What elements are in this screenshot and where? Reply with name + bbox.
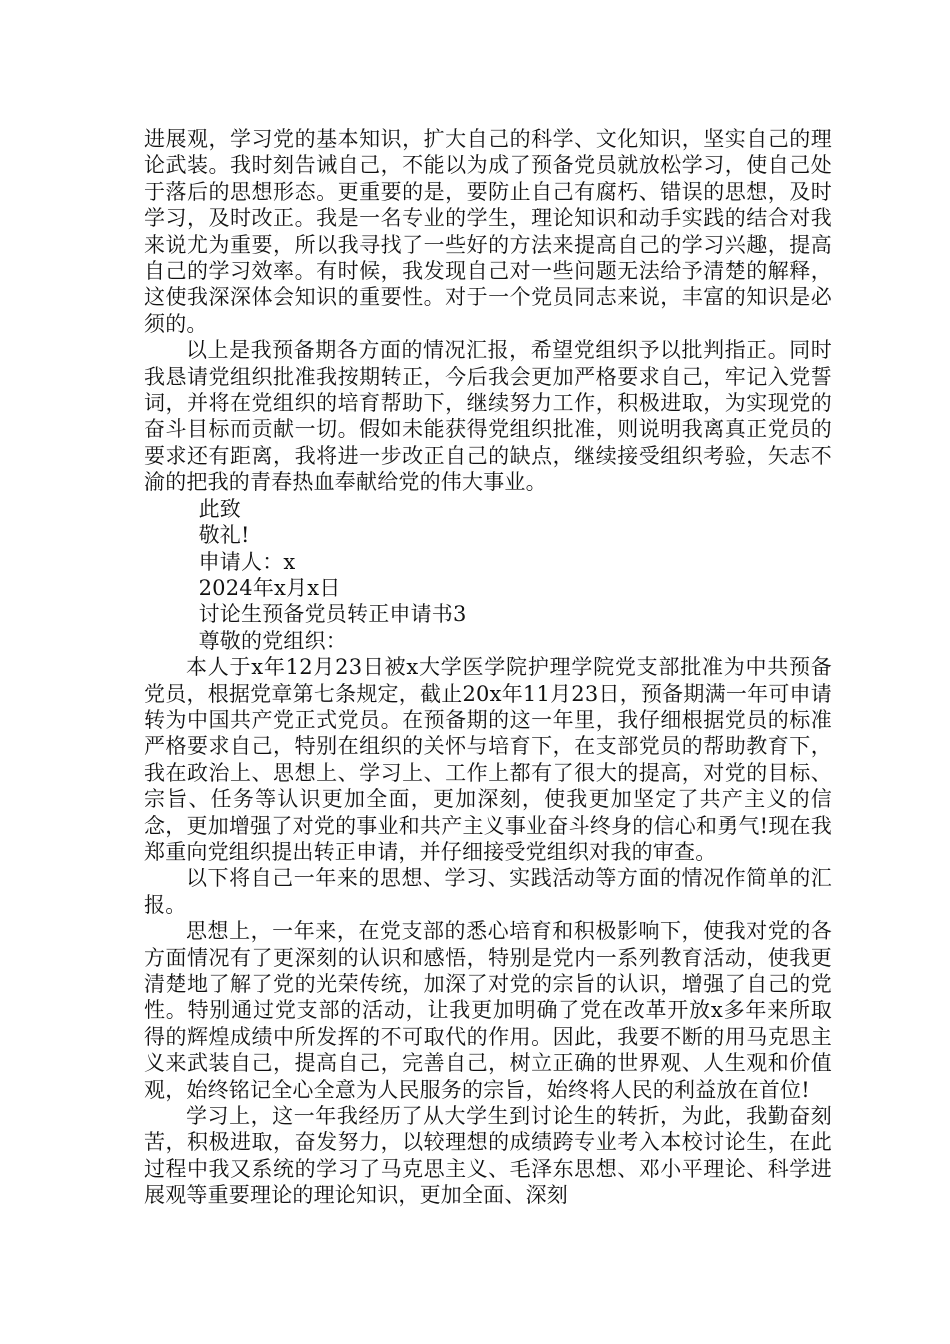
applicant-signature: 申请人：x: [198, 549, 296, 574]
paragraph-study: 学习上，这一年我经历了从大学生到讨论生的转折，为此，我勤奋刻苦，积极进取，奋发努力，以较理想的成绩跨专业考入本校讨论生，在此过程中我又系统的学习了马克思主义、毛泽东思想、邓小平理论、科学进展观等重要理论的理论知识，更加全面、深刻: [144, 1104, 832, 1208]
closing-salutation: 此致: [198, 496, 241, 521]
section-title: 讨论生预备党员转正申请书3: [198, 602, 467, 627]
application-date: 2024年x月x日: [198, 575, 341, 600]
paragraph-summary: 以上是我预备期各方面的情况汇报，希望党组织予以批判指正。同时我恳请党组织批准我按期转正，今后我会更加严格要求自己，牢记入党誓词，并将在党组织的培育帮助下，继续努力工作，积极进取，为实现党的奋斗目标而贡献一切。假如未能获得党组织批准，则说明我离真正党员的要求还有距离，我将进一步改正自己的缺点，继续接受组织考验，矢志不渝的把我的青春热血奉献给党的伟大事业。: [144, 338, 832, 495]
document-page: [144, 126, 832, 1209]
salutation: 尊敬的党组织：: [198, 628, 347, 653]
closing-regards: 敬礼!: [198, 523, 250, 548]
paragraph-study-continued: 进展观，学习党的基本知识，扩大自己的科学、文化知识，坚实自己的理论武装。我时刻告诫自己，不能以为成了预备党员就放松学习，使自己处于落后的思想形态。更重要的是，要防止自己有腐朽、错误的思想，及时学习，及时改正。我是一名专业的学生，理论知识和动手实践的结合对我来说尤为重要，所以我寻找了一些好的方法来提高自己的学习兴趣，提高自己的学习效率。有时候，我发现自己对一些问题无法给予清楚的解释，这使我深深体会知识的重要性。对于一个党员同志来说，丰富的知识是必须的。: [144, 127, 832, 336]
paragraph-ideology: 思想上，一年来，在党支部的悉心培育和积极影响下，使我对党的各方面情况有了更深刻的认识和感悟，特别是党内一系列教育活动，使我更清楚地了解了党的光荣传统，加深了对党的宗旨的认识，增强了自己的党性。特别通过党支部的活动，让我更加明确了党在改革开放x多年来所取得的辉煌成绩中所发挥的不可取代的作用。因此，我要不断的用马克思主义来武装自己，提高自己，完善自己，树立正确的世界观、人生观和价值观，始终铭记全心全意为人民服务的宗旨，始终将人民的利益放在首位!: [144, 919, 832, 1102]
paragraph-introduction: 本人于x年12月23日被x大学医学院护理学院党支部批准为中共预备党员，根据党章第七条规定，截止20x年11月23日，预备期满一年可申请转为中国共产党正式党员。在预备期的这一年里，我仔细根据党员的标准严格要求自己，特别在组织的关怀与培育下，在支部党员的帮助教育下，我在政治上、思想上、学习上、工作上都有了很大的提高，对党的目标、宗旨、任务等认识更加全面，更加深刻，使我更加坚定了共产主义的信念，更加增强了对党的事业和共产主义事业奋斗终身的信心和勇气!现在我郑重向党组织提出转正申请，并仔细接受党组织对我的审查。: [144, 655, 832, 864]
paragraph-overview: 以下将自己一年来的思想、学习、实践活动等方面的情况作简单的汇报。: [144, 866, 832, 917]
